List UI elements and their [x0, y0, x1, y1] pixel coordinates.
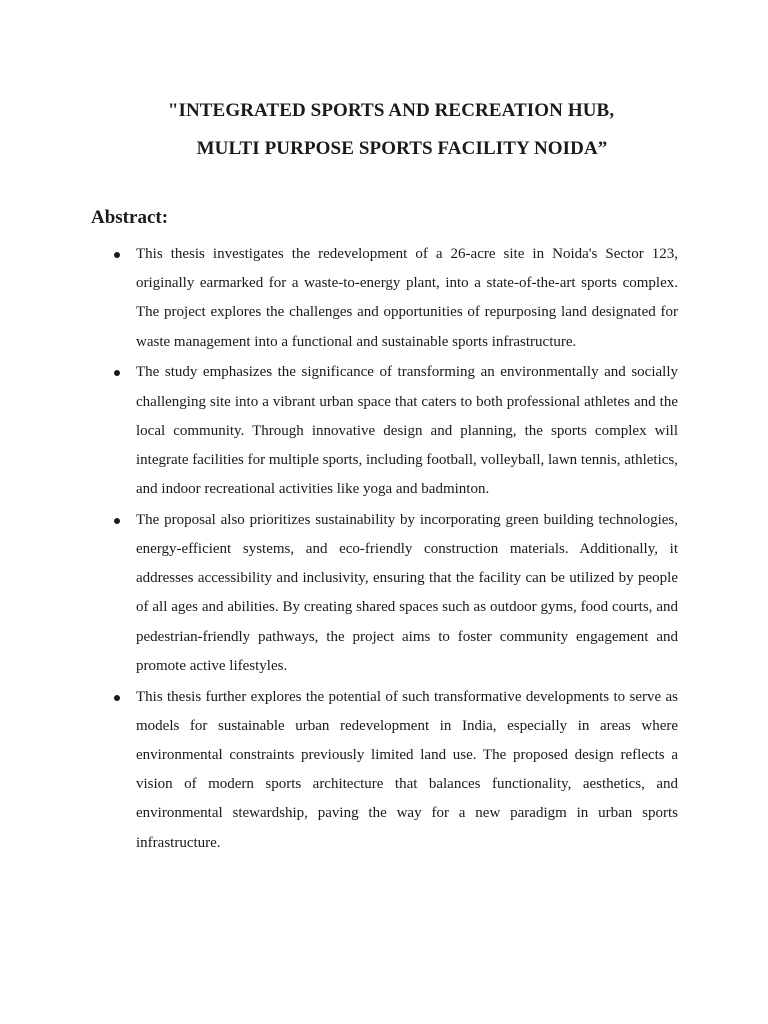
abstract-bullet-4: [136, 683, 678, 858]
abstract-bullet-2: [136, 358, 678, 504]
abstract-bullet-text: The study emphasizes the significance of transforming an environmentally and socially challenging site into a vibrant urban space that caters to both professional athletes and the local community. Through innovative design and planning, the sports complex will integrate facilities for multiple sports, including football, volleyball, lawn tennis, athletics, and indoor recreational activities like yoga and badminton.: [136, 364, 678, 498]
abstract-heading: Abstract:: [91, 207, 169, 228]
title-line-2: MULTI PURPOSE SPORTS FACILITY NOIDA”: [196, 138, 608, 159]
abstract-bullet-1: [136, 240, 678, 357]
abstract-bullet-3: [136, 506, 678, 681]
bullet-dot-icon: [114, 252, 120, 258]
bullet-dot-icon: [114, 370, 120, 376]
title-line-1: "INTEGRATED SPORTS AND RECREATION HUB,: [167, 100, 615, 121]
abstract-bullet-text: This thesis further explores the potential of such transformative developments to serve as models for sustainable urban redevelopment in India, especially in areas where environmental constraints previously limited land use. The proposed design reflects a vision of modern sports architecture that balances functionality, aesthetics, and environmental stewardship, paving the way for a new paradigm in urban sports infrastructure.: [136, 688, 678, 851]
document-title: [0, 92, 768, 168]
abstract-bullet-text: This thesis investigates the redevelopment of a 26-acre site in Noida's Sector 123, originally earmarked for a waste-to-energy plant, into a state-of-the-art sports complex. The project explores the challenges and opportunities of repurposing land designated for waste management into a functional and sustainable sports infrastructure.: [136, 246, 678, 350]
bullet-dot-icon: [114, 518, 120, 524]
bullet-dot-icon: [114, 695, 120, 701]
abstract-bullet-text: The proposal also prioritizes sustainability by incorporating green building technologies, energy-efficient systems, and eco-friendly construction materials. Additionally, it addresses accessibility and inclusivity, ensuring that the facility can be utilized by people of all ages and abilities. By creating shared spaces such as outdoor gyms, food courts, and pedestrian-friendly pathways, the project aims to foster community engagement and promote active lifestyles.: [136, 511, 678, 674]
abstract-bullet-list: [136, 240, 678, 859]
